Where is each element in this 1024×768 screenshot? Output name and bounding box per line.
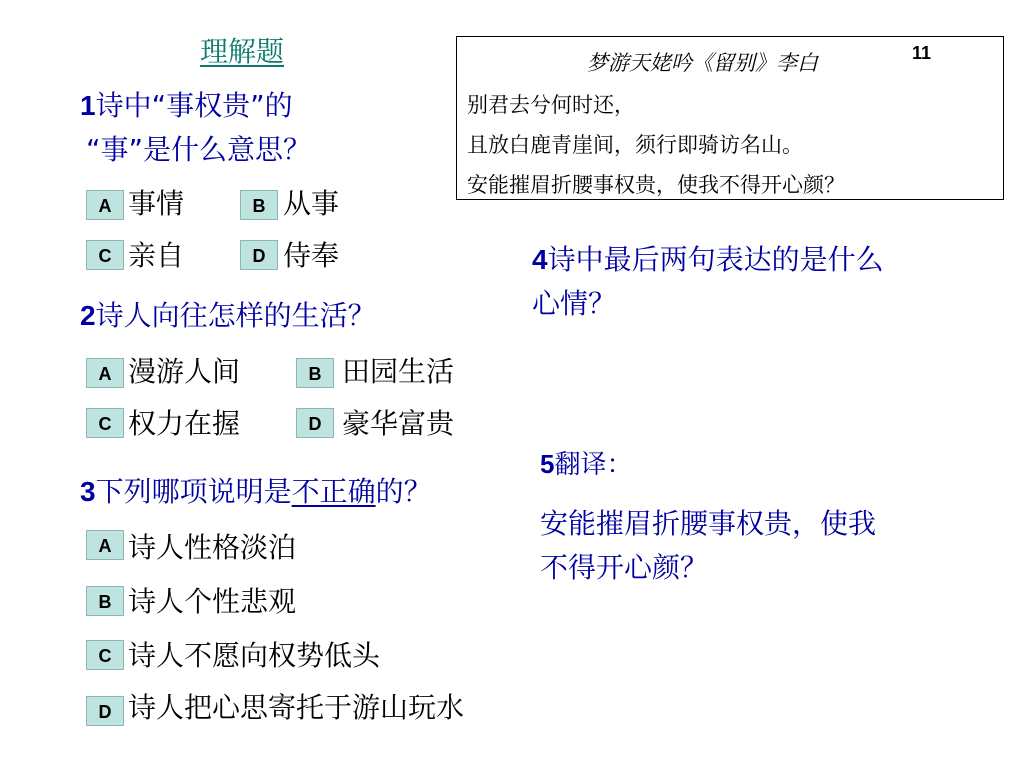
question-2-text: 诗人向往怎样的生活？ [95,299,376,332]
question-1-line2: “事”是什么意思？ [86,133,312,166]
q2-option-a-text[interactable]: 漫游人间 [128,355,241,388]
poem-box [456,36,1004,200]
q3-option-d-text[interactable]: 诗人把心思寄托于游山玩水 [128,691,465,724]
question-2-number: 2 [80,300,96,331]
q3-option-c-badge[interactable]: C [86,640,124,670]
q2-option-c-badge[interactable]: C [86,408,124,438]
question-3 [80,470,432,514]
question-4-line2: 心情？ [532,287,617,320]
question-3-number: 3 [80,476,96,507]
q2-option-a-badge[interactable]: A [86,358,124,388]
question-3-text-after: 的？ [375,475,432,508]
q2-option-d-text[interactable]: 豪华富贵 [342,407,455,440]
page-title: 理解题 [200,35,285,68]
question-1 [80,84,311,172]
q3-option-c-text[interactable]: 诗人不愿向权势低头 [128,639,381,672]
poem-line-1: 别君去兮何时还， [467,93,635,117]
q3-option-b-text[interactable]: 诗人个性悲观 [128,585,297,618]
page-number: 11 [912,43,932,63]
question-1-line1: 诗中“事权贵”的 [95,89,293,122]
q2-option-c-text[interactable]: 权力在握 [128,407,241,440]
question-3-text-underlined: 不正确 [291,475,376,508]
question-3-text-before: 下列哪项说明是 [95,475,292,508]
question-5-line2: 不得开心颜？ [540,551,709,584]
question-5-translation-text [540,502,876,590]
q1-option-a-text[interactable]: 事情 [128,187,185,220]
poem-line-2: 且放白鹿青崖间，须行即骑访名山。 [467,133,803,157]
q3-option-a-text[interactable]: 诗人性格淡泊 [128,531,297,564]
question-4-number: 4 [532,244,548,275]
q2-option-b-text[interactable]: 田园生活 [342,355,455,388]
question-5-label: 翻译： [554,450,633,480]
question-2 [80,294,376,338]
poem-line-3: 安能摧眉折腰事权贵，使我不得开心颜？ [467,173,845,197]
q3-option-b-badge[interactable]: B [86,586,124,616]
question-5-number: 5 [540,449,555,479]
question-5-line1: 安能摧眉折腰事权贵，使我 [540,507,877,540]
question-4-line1: 诗中最后两句表达的是什么 [547,243,884,276]
q2-option-d-badge[interactable]: D [296,408,334,438]
q1-option-a-badge[interactable]: A [86,190,124,220]
q1-option-c-badge[interactable]: C [86,240,124,270]
q1-option-b-text[interactable]: 从事 [283,187,340,220]
q1-option-d-text[interactable]: 侍奉 [283,239,340,272]
question-4 [532,238,884,326]
question-5 [540,442,632,487]
q3-option-a-badge[interactable]: A [86,530,124,560]
q3-option-d-badge[interactable]: D [86,696,124,726]
q1-option-d-badge[interactable]: D [240,240,278,270]
q1-option-b-badge[interactable]: B [240,190,278,220]
q2-option-b-badge[interactable]: B [296,358,334,388]
poem-title: 梦游天姥吟《留别》李白 [587,51,818,75]
question-1-number: 1 [80,90,96,121]
q1-option-c-text[interactable]: 亲自 [128,239,185,272]
